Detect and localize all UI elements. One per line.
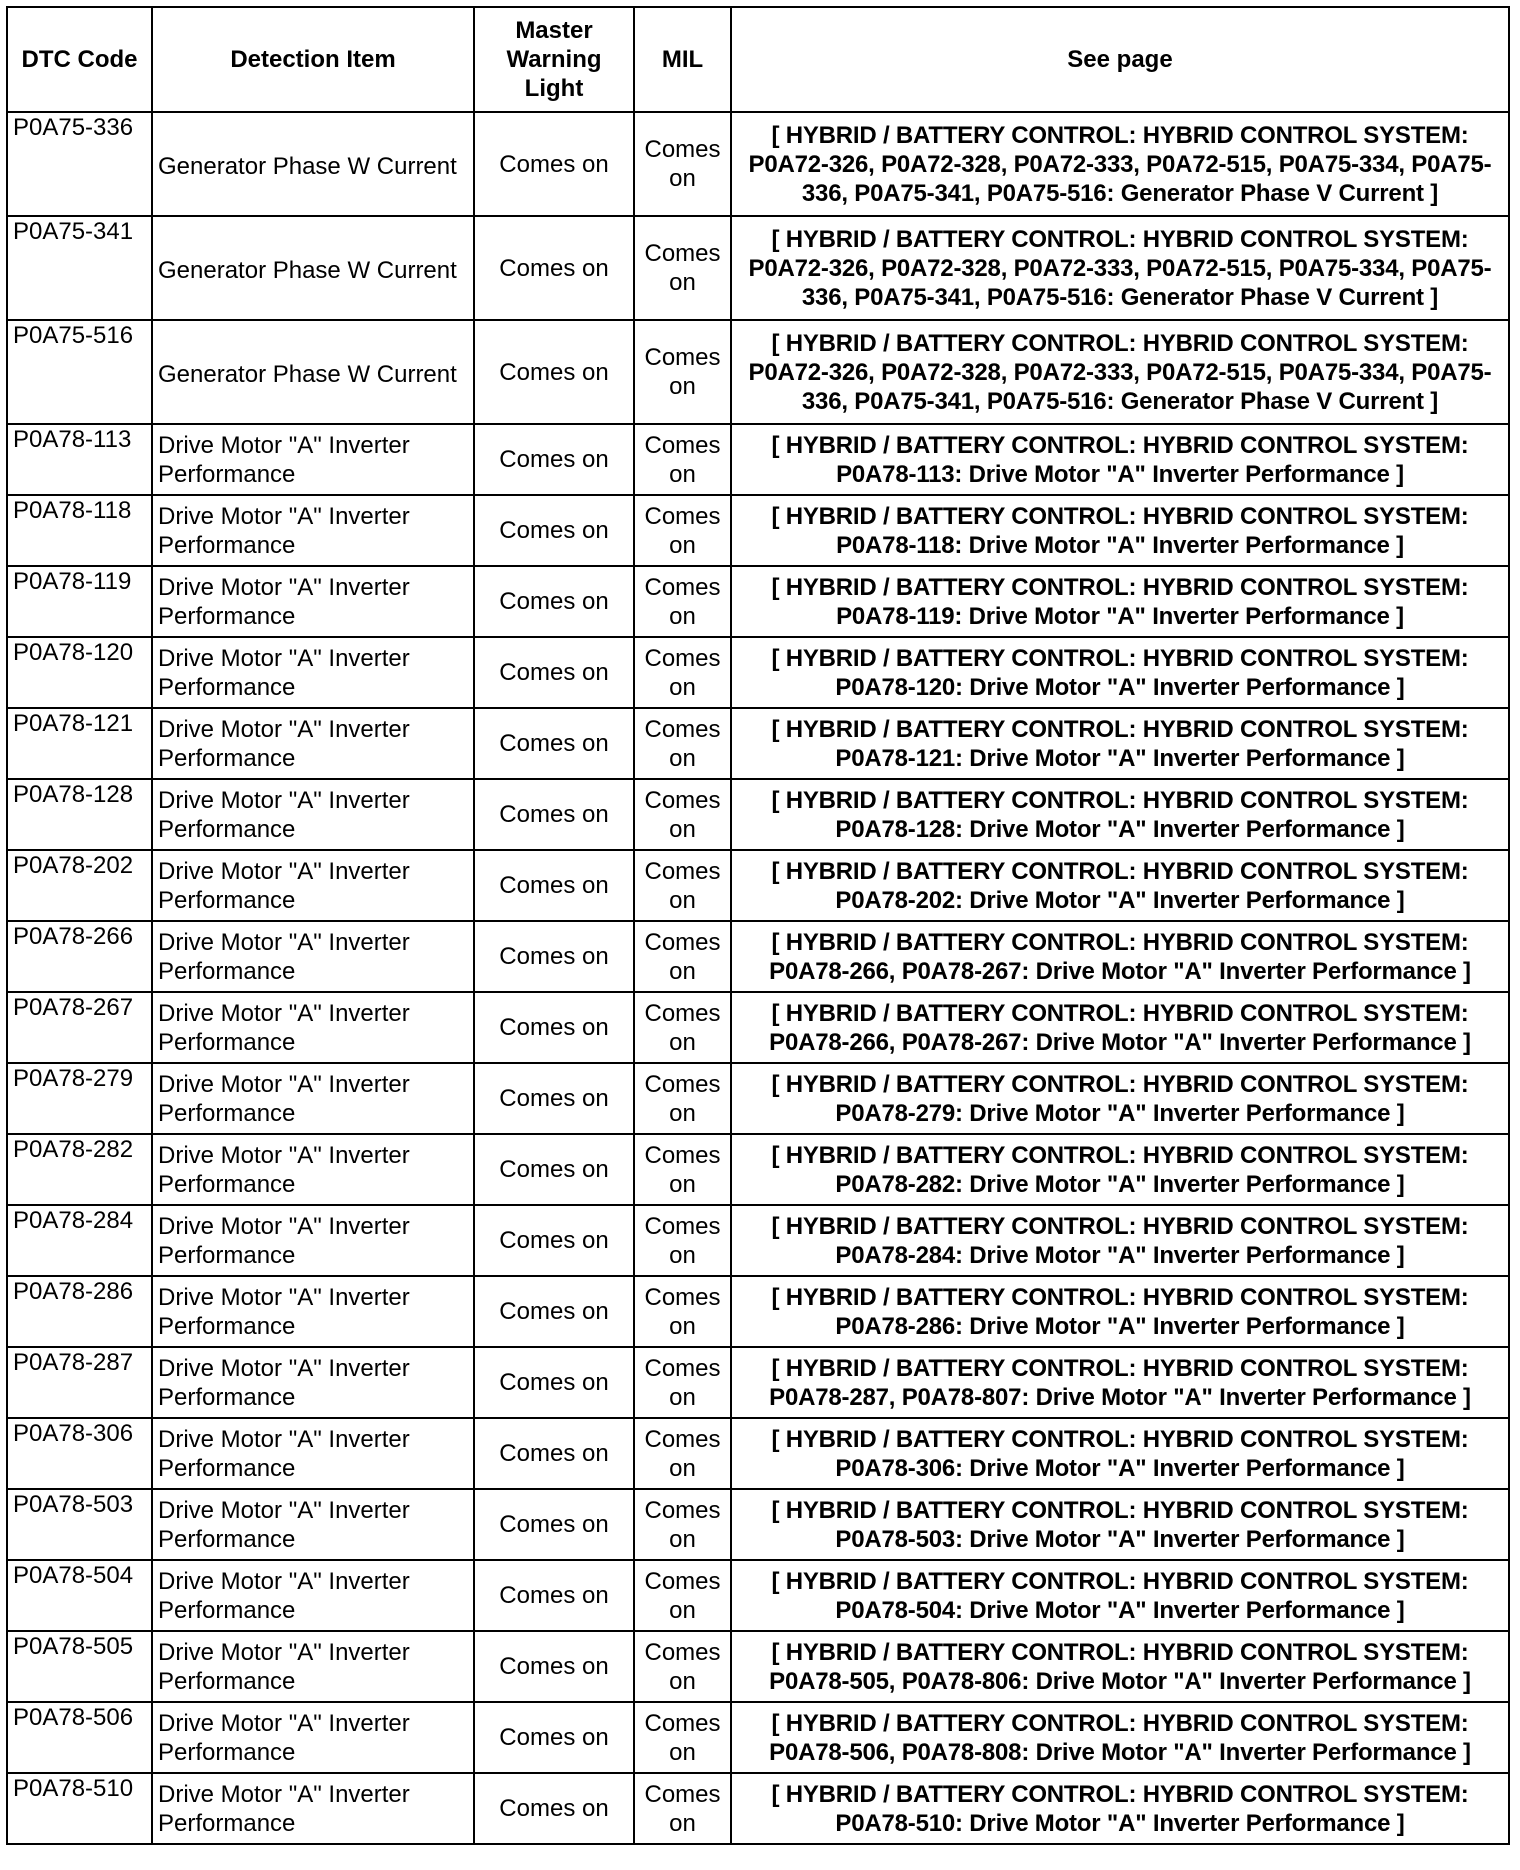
detection-item-cell: Drive Motor "A" Inverter Performance xyxy=(152,992,474,1063)
master-warning-light-cell: Comes on xyxy=(474,320,634,424)
detection-item-cell: Drive Motor "A" Inverter Performance xyxy=(152,1205,474,1276)
mil-cell: Comes on xyxy=(634,566,731,637)
master-warning-light-cell: Comes on xyxy=(474,1134,634,1205)
master-warning-light-cell: Comes on xyxy=(474,992,634,1063)
see-page-link[interactable]: [ HYBRID / BATTERY CONTROL: HYBRID CONTROL SYSTEM: P0A78-306: Drive Motor "A" Inverter Performance ] xyxy=(731,1418,1509,1489)
see-page-link[interactable]: [ HYBRID / BATTERY CONTROL: HYBRID CONTROL SYSTEM: P0A78-510: Drive Motor "A" Inverter Performance ] xyxy=(731,1773,1509,1844)
see-page-link[interactable]: [ HYBRID / BATTERY CONTROL: HYBRID CONTROL SYSTEM: P0A78-505, P0A78-806: Drive Motor "A" Inverter Performance ] xyxy=(731,1631,1509,1702)
detection-item-cell: Drive Motor "A" Inverter Performance xyxy=(152,1702,474,1773)
see-page-link[interactable]: [ HYBRID / BATTERY CONTROL: HYBRID CONTROL SYSTEM: P0A78-284: Drive Motor "A" Inverter Performance ] xyxy=(731,1205,1509,1276)
mil-cell: Comes on xyxy=(634,637,731,708)
see-page-link[interactable]: [ HYBRID / BATTERY CONTROL: HYBRID CONTROL SYSTEM: P0A78-282: Drive Motor "A" Inverter Performance ] xyxy=(731,1134,1509,1205)
master-warning-light-cell: Comes on xyxy=(474,1276,634,1347)
dtc-code-cell: P0A78-284 xyxy=(7,1205,152,1276)
detection-item-cell: Drive Motor "A" Inverter Performance xyxy=(152,1773,474,1844)
mil-cell: Comes on xyxy=(634,495,731,566)
table-row xyxy=(7,708,1509,779)
dtc-code-cell: P0A75-516 xyxy=(7,320,152,424)
mil-cell: Comes on xyxy=(634,1418,731,1489)
detection-item-cell: Drive Motor "A" Inverter Performance xyxy=(152,1276,474,1347)
dtc-code-cell: P0A78-202 xyxy=(7,850,152,921)
detection-item-cell: Generator Phase W Current xyxy=(152,112,474,216)
dtc-code-cell: P0A78-505 xyxy=(7,1631,152,1702)
table-row xyxy=(7,1134,1509,1205)
detection-item-cell: Generator Phase W Current xyxy=(152,216,474,320)
table-row xyxy=(7,779,1509,850)
table-row xyxy=(7,495,1509,566)
table-row xyxy=(7,1560,1509,1631)
see-page-link[interactable]: [ HYBRID / BATTERY CONTROL: HYBRID CONTROL SYSTEM: P0A78-506, P0A78-808: Drive Motor "A" Inverter Performance ] xyxy=(731,1702,1509,1773)
master-warning-light-cell: Comes on xyxy=(474,1205,634,1276)
master-warning-light-cell: Comes on xyxy=(474,566,634,637)
mil-cell: Comes on xyxy=(634,708,731,779)
table-row xyxy=(7,1063,1509,1134)
mil-cell: Comes on xyxy=(634,850,731,921)
dtc-code-cell: P0A78-266 xyxy=(7,921,152,992)
dtc-table-page xyxy=(6,6,1508,1845)
see-page-link[interactable]: [ HYBRID / BATTERY CONTROL: HYBRID CONTROL SYSTEM: P0A78-121: Drive Motor "A" Inverter Performance ] xyxy=(731,708,1509,779)
mil-cell: Comes on xyxy=(634,992,731,1063)
dtc-code-cell: P0A78-510 xyxy=(7,1773,152,1844)
table-row xyxy=(7,320,1509,424)
see-page-link[interactable]: [ HYBRID / BATTERY CONTROL: HYBRID CONTROL SYSTEM: P0A78-119: Drive Motor "A" Inverter Performance ] xyxy=(731,566,1509,637)
mil-cell: Comes on xyxy=(634,779,731,850)
table-row xyxy=(7,1631,1509,1702)
mil-cell: Comes on xyxy=(634,1489,731,1560)
see-page-link[interactable]: [ HYBRID / BATTERY CONTROL: HYBRID CONTROL SYSTEM: P0A78-266, P0A78-267: Drive Motor "A" Inverter Performance ] xyxy=(731,992,1509,1063)
detection-item-cell: Drive Motor "A" Inverter Performance xyxy=(152,1418,474,1489)
dtc-code-cell: P0A78-504 xyxy=(7,1560,152,1631)
master-warning-light-cell: Comes on xyxy=(474,1773,634,1844)
mil-cell: Comes on xyxy=(634,1560,731,1631)
detection-item-cell: Drive Motor "A" Inverter Performance xyxy=(152,921,474,992)
table-row xyxy=(7,1276,1509,1347)
mil-cell: Comes on xyxy=(634,1702,731,1773)
see-page-link[interactable]: [ HYBRID / BATTERY CONTROL: HYBRID CONTROL SYSTEM: P0A72-326, P0A72-328, P0A72-333, P0A72-515, P0A75-334, P0A75-336, P0A75-341, P0A75-516: Generator Phase V Current ] xyxy=(731,320,1509,424)
see-page-link[interactable]: [ HYBRID / BATTERY CONTROL: HYBRID CONTROL SYSTEM: P0A78-128: Drive Motor "A" Inverter Performance ] xyxy=(731,779,1509,850)
dtc-code-cell: P0A75-336 xyxy=(7,112,152,216)
detection-item-cell: Drive Motor "A" Inverter Performance xyxy=(152,779,474,850)
see-page-link[interactable]: [ HYBRID / BATTERY CONTROL: HYBRID CONTROL SYSTEM: P0A78-287, P0A78-807: Drive Motor "A" Inverter Performance ] xyxy=(731,1347,1509,1418)
table-row xyxy=(7,1773,1509,1844)
detection-item-cell: Drive Motor "A" Inverter Performance xyxy=(152,1489,474,1560)
detection-item-cell: Drive Motor "A" Inverter Performance xyxy=(152,1063,474,1134)
detection-item-cell: Drive Motor "A" Inverter Performance xyxy=(152,1560,474,1631)
dtc-code-cell: P0A78-306 xyxy=(7,1418,152,1489)
detection-item-cell: Drive Motor "A" Inverter Performance xyxy=(152,1134,474,1205)
mil-cell: Comes on xyxy=(634,921,731,992)
master-warning-light-cell: Comes on xyxy=(474,112,634,216)
table-row xyxy=(7,1347,1509,1418)
table-body xyxy=(7,112,1509,1844)
header-row xyxy=(7,7,1509,112)
dtc-code-cell: P0A78-503 xyxy=(7,1489,152,1560)
detection-item-cell: Drive Motor "A" Inverter Performance xyxy=(152,1347,474,1418)
see-page-link[interactable]: [ HYBRID / BATTERY CONTROL: HYBRID CONTROL SYSTEM: P0A78-202: Drive Motor "A" Inverter Performance ] xyxy=(731,850,1509,921)
dtc-code-cell: P0A78-286 xyxy=(7,1276,152,1347)
table-row xyxy=(7,424,1509,495)
master-warning-light-cell: Comes on xyxy=(474,495,634,566)
detection-item-cell: Drive Motor "A" Inverter Performance xyxy=(152,424,474,495)
see-page-link[interactable]: [ HYBRID / BATTERY CONTROL: HYBRID CONTROL SYSTEM: P0A78-113: Drive Motor "A" Inverter Performance ] xyxy=(731,424,1509,495)
see-page-link[interactable]: [ HYBRID / BATTERY CONTROL: HYBRID CONTROL SYSTEM: P0A72-326, P0A72-328, P0A72-333, P0A72-515, P0A75-334, P0A75-336, P0A75-341, P0A75-516: Generator Phase V Current ] xyxy=(731,112,1509,216)
mil-cell: Comes on xyxy=(634,1347,731,1418)
master-warning-light-cell: Comes on xyxy=(474,637,634,708)
see-page-link[interactable]: [ HYBRID / BATTERY CONTROL: HYBRID CONTROL SYSTEM: P0A78-504: Drive Motor "A" Inverter Performance ] xyxy=(731,1560,1509,1631)
see-page-link[interactable]: [ HYBRID / BATTERY CONTROL: HYBRID CONTROL SYSTEM: P0A78-118: Drive Motor "A" Inverter Performance ] xyxy=(731,495,1509,566)
dtc-code-cell: P0A78-287 xyxy=(7,1347,152,1418)
master-warning-light-cell: Comes on xyxy=(474,1702,634,1773)
see-page-link[interactable]: [ HYBRID / BATTERY CONTROL: HYBRID CONTROL SYSTEM: P0A78-286: Drive Motor "A" Inverter Performance ] xyxy=(731,1276,1509,1347)
header-mil: MIL xyxy=(634,7,731,112)
master-warning-light-cell: Comes on xyxy=(474,708,634,779)
header-see-page: See page xyxy=(731,7,1509,112)
table-row xyxy=(7,216,1509,320)
table-row xyxy=(7,1418,1509,1489)
master-warning-light-cell: Comes on xyxy=(474,1418,634,1489)
table-row xyxy=(7,850,1509,921)
table-row xyxy=(7,992,1509,1063)
table-row xyxy=(7,637,1509,708)
mil-cell: Comes on xyxy=(634,1134,731,1205)
master-warning-light-cell: Comes on xyxy=(474,921,634,992)
see-page-link[interactable]: [ HYBRID / BATTERY CONTROL: HYBRID CONTROL SYSTEM: P0A78-503: Drive Motor "A" Inverter Performance ] xyxy=(731,1489,1509,1560)
mil-cell: Comes on xyxy=(634,1631,731,1702)
master-warning-light-cell: Comes on xyxy=(474,1063,634,1134)
dtc-code-cell: P0A75-341 xyxy=(7,216,152,320)
master-warning-light-cell: Comes on xyxy=(474,216,634,320)
table-row xyxy=(7,566,1509,637)
detection-item-cell: Drive Motor "A" Inverter Performance xyxy=(152,850,474,921)
mil-cell: Comes on xyxy=(634,112,731,216)
mil-cell: Comes on xyxy=(634,424,731,495)
dtc-code-cell: P0A78-267 xyxy=(7,992,152,1063)
dtc-table xyxy=(6,6,1510,1845)
master-warning-light-cell: Comes on xyxy=(474,1631,634,1702)
detection-item-cell: Generator Phase W Current xyxy=(152,320,474,424)
dtc-code-cell: P0A78-119 xyxy=(7,566,152,637)
master-warning-light-cell: Comes on xyxy=(474,1347,634,1418)
master-warning-light-cell: Comes on xyxy=(474,850,634,921)
master-warning-light-cell: Comes on xyxy=(474,779,634,850)
detection-item-cell: Drive Motor "A" Inverter Performance xyxy=(152,495,474,566)
master-warning-light-cell: Comes on xyxy=(474,424,634,495)
table-row xyxy=(7,1702,1509,1773)
dtc-code-cell: P0A78-113 xyxy=(7,424,152,495)
table-row xyxy=(7,112,1509,216)
detection-item-cell: Drive Motor "A" Inverter Performance xyxy=(152,708,474,779)
header-detection-item: Detection Item xyxy=(152,7,474,112)
mil-cell: Comes on xyxy=(634,320,731,424)
table-row xyxy=(7,1205,1509,1276)
dtc-code-cell: P0A78-120 xyxy=(7,637,152,708)
mil-cell: Comes on xyxy=(634,1205,731,1276)
mil-cell: Comes on xyxy=(634,1276,731,1347)
table-row xyxy=(7,921,1509,992)
dtc-code-cell: P0A78-282 xyxy=(7,1134,152,1205)
header-dtc-code: DTC Code xyxy=(7,7,152,112)
mil-cell: Comes on xyxy=(634,1773,731,1844)
master-warning-light-cell: Comes on xyxy=(474,1489,634,1560)
dtc-code-cell: P0A78-506 xyxy=(7,1702,152,1773)
see-page-link[interactable]: [ HYBRID / BATTERY CONTROL: HYBRID CONTROL SYSTEM: P0A78-266, P0A78-267: Drive Motor "A" Inverter Performance ] xyxy=(731,921,1509,992)
detection-item-cell: Drive Motor "A" Inverter Performance xyxy=(152,566,474,637)
dtc-code-cell: P0A78-128 xyxy=(7,779,152,850)
master-warning-light-cell: Comes on xyxy=(474,1560,634,1631)
table-row xyxy=(7,1489,1509,1560)
table-header xyxy=(7,7,1509,112)
see-page-link[interactable]: [ HYBRID / BATTERY CONTROL: HYBRID CONTROL SYSTEM: P0A78-120: Drive Motor "A" Inverter Performance ] xyxy=(731,637,1509,708)
detection-item-cell: Drive Motor "A" Inverter Performance xyxy=(152,1631,474,1702)
detection-item-cell: Drive Motor "A" Inverter Performance xyxy=(152,637,474,708)
see-page-link[interactable]: [ HYBRID / BATTERY CONTROL: HYBRID CONTROL SYSTEM: P0A72-326, P0A72-328, P0A72-333, P0A72-515, P0A75-334, P0A75-336, P0A75-341, P0A75-516: Generator Phase V Current ] xyxy=(731,216,1509,320)
mil-cell: Comes on xyxy=(634,216,731,320)
header-master-warning-light: Master Warning Light xyxy=(474,7,634,112)
dtc-code-cell: P0A78-118 xyxy=(7,495,152,566)
dtc-code-cell: P0A78-279 xyxy=(7,1063,152,1134)
see-page-link[interactable]: [ HYBRID / BATTERY CONTROL: HYBRID CONTROL SYSTEM: P0A78-279: Drive Motor "A" Inverter Performance ] xyxy=(731,1063,1509,1134)
dtc-code-cell: P0A78-121 xyxy=(7,708,152,779)
mil-cell: Comes on xyxy=(634,1063,731,1134)
